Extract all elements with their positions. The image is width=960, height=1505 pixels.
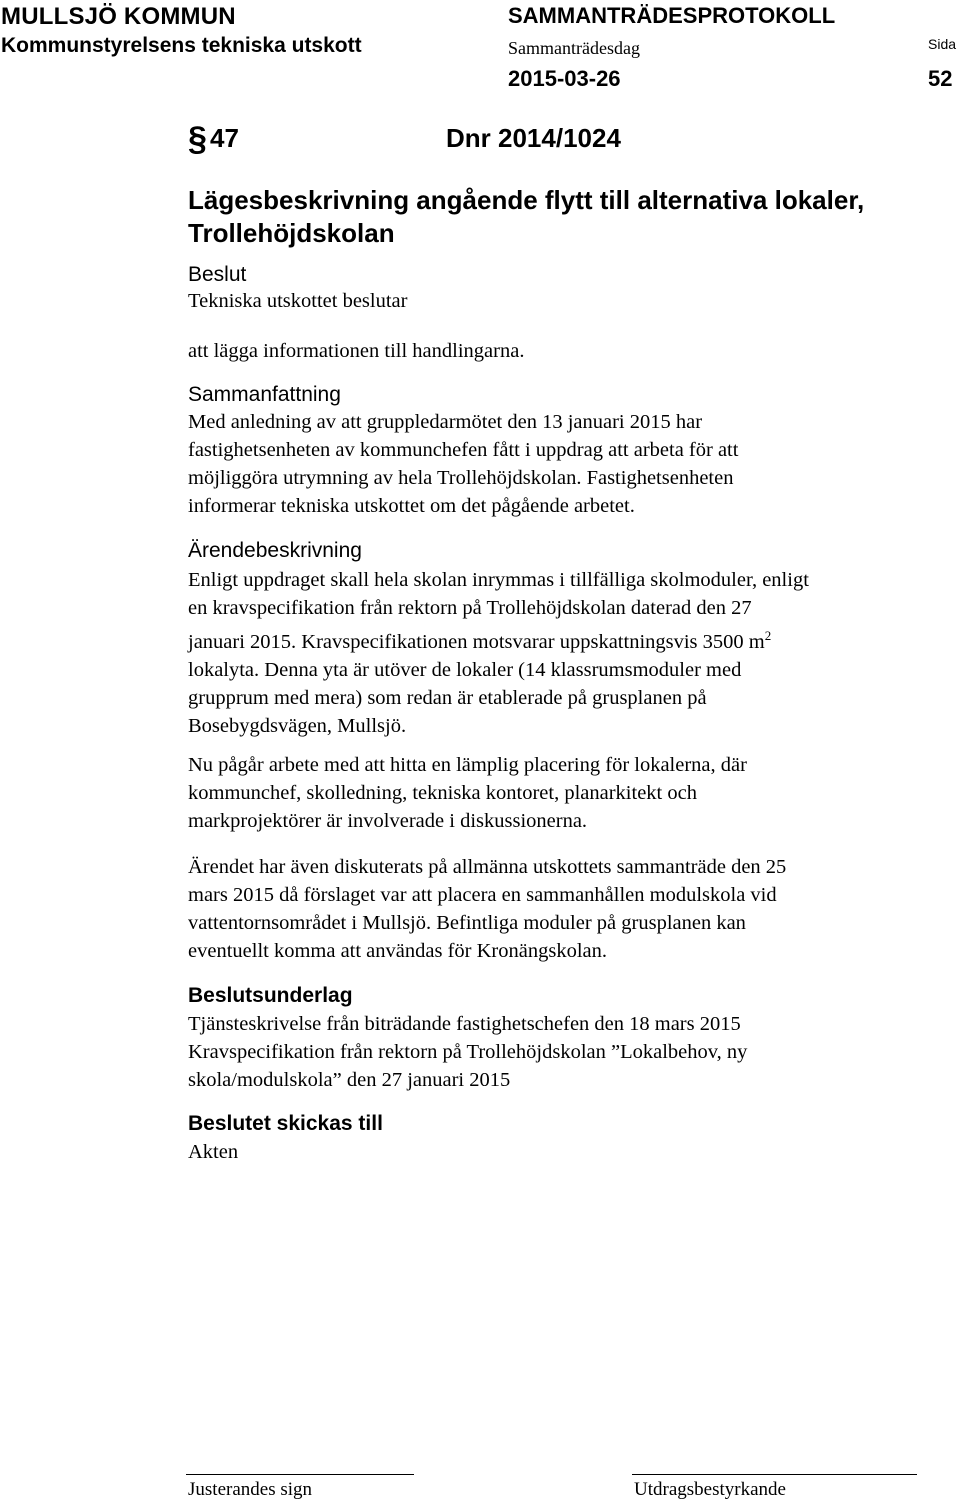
beslut-heading: Beslut [188,263,247,286]
text-line: Bosebygdsvägen, Mullsjö. [188,714,407,737]
text-line: informerar tekniska utskottet om det pågående arbetet. [188,495,635,517]
justerandes-sign-label: Justerandes sign [188,1479,313,1500]
sammanfattning-heading: Sammanfattning [188,383,341,406]
text-line: vattentornsområdet i Mullsjö. Befintliga moduler på grusplanen kan [188,912,746,934]
sammanfattning-text [188,408,888,520]
recipient-list [188,1138,888,1166]
meeting-date: 2015-03-26 [508,66,621,91]
arendebeskrivning-paragraph-2 [188,751,888,835]
text-line: Ärendet har även diskuterats på allmänna utskottets sammanträde den 25 [188,856,787,878]
arendebeskrivning-heading: Ärendebeskrivning [188,539,362,562]
text-line [188,622,888,656]
protocol-title: SAMMANTRÄDESPROTOKOLL [508,3,836,28]
superscript: 2 [764,628,772,643]
committee-name: Kommunstyrelsens tekniska utskott [1,34,362,57]
beslut-line: Tekniska utskottet beslutar [188,290,408,312]
text-line: skola/modulskola” den 27 januari 2015 [188,1069,511,1091]
arendebeskrivning-paragraph-3 [188,853,888,965]
utdragsbestyrkande-label: Utdragsbestyrkande [634,1479,786,1500]
recipient: Akten [188,1141,239,1163]
text-line: Kravspecifikation från rektorn på Trollehöjdskolan ”Lokalbehov, ny [188,1041,748,1063]
text-segment: januari 2015. Kravspecifikationen motsvarar uppskattningsvis 3500 m [188,630,765,653]
beslut-decision [188,337,888,365]
text-line: fastighetsenheten av kommunchefen fått i uppdrag att arbeta för att [188,439,739,461]
text-line: mars 2015 då förslaget var att placera en sammanhållen modulskola vid [188,884,777,906]
signature-line [632,1474,917,1475]
text-line: Med anledning av att gruppledarmötet den 13 januari 2015 har [188,411,703,433]
text-line: kommunchef, skolledning, tekniska kontoret, planarkitekt och [188,782,697,804]
meeting-day-label: Sammanträdesdag [508,38,640,58]
beslutsunderlag-list [188,1010,888,1094]
text-line: en kravspecifikation från rektorn på Trollehöjdskolan daterad den 27 [188,597,752,619]
document-title: Lägesbeskrivning angående flytt till alternativa lokaler, Trollehöjdskolan [188,185,865,248]
beslut-line: att lägga informationen till handlingarna. [188,340,525,362]
beslutet-skickas-till-heading: Beslutet skickas till [188,1112,383,1135]
arendebeskrivning-paragraph-1 [188,566,888,740]
page-number: 52 [928,66,953,91]
text-line: Nu pågår arbete med att hitta en lämplig placering för lokalerna, där [188,754,747,776]
text-line: lokalyta. Denna yta är utöver de lokaler (14 klassrumsmoduler med [188,658,742,681]
paragraph-number: 47 [210,123,239,153]
signature-line [186,1474,414,1475]
text-line: markprojektörer är involverade i diskussionerna. [188,810,588,832]
text-line: Tjänsteskrivelse från biträdande fastighetschefen den 18 mars 2015 [188,1013,741,1035]
page-label: Sida [928,36,957,52]
beslut-text [188,287,888,315]
text-line: möjliggöra utrymning av hela Trollehöjdskolan. Fastighetsenheten [188,467,734,489]
case-number: Dnr 2014/1024 [446,123,621,153]
beslutsunderlag-heading: Beslutsunderlag [188,984,353,1007]
text-line: eventuellt komma att användas för Kronängskolan. [188,940,607,962]
section-mark: § [188,120,207,158]
text-line: Enligt uppdraget skall hela skolan inrymmas i tillfälliga skolmoduler, enligt [188,569,809,591]
organization-name: MULLSJÖ KOMMUN [1,3,236,30]
text-line: grupprum med mera) som redan är etablerade på grusplanen på [188,686,707,709]
